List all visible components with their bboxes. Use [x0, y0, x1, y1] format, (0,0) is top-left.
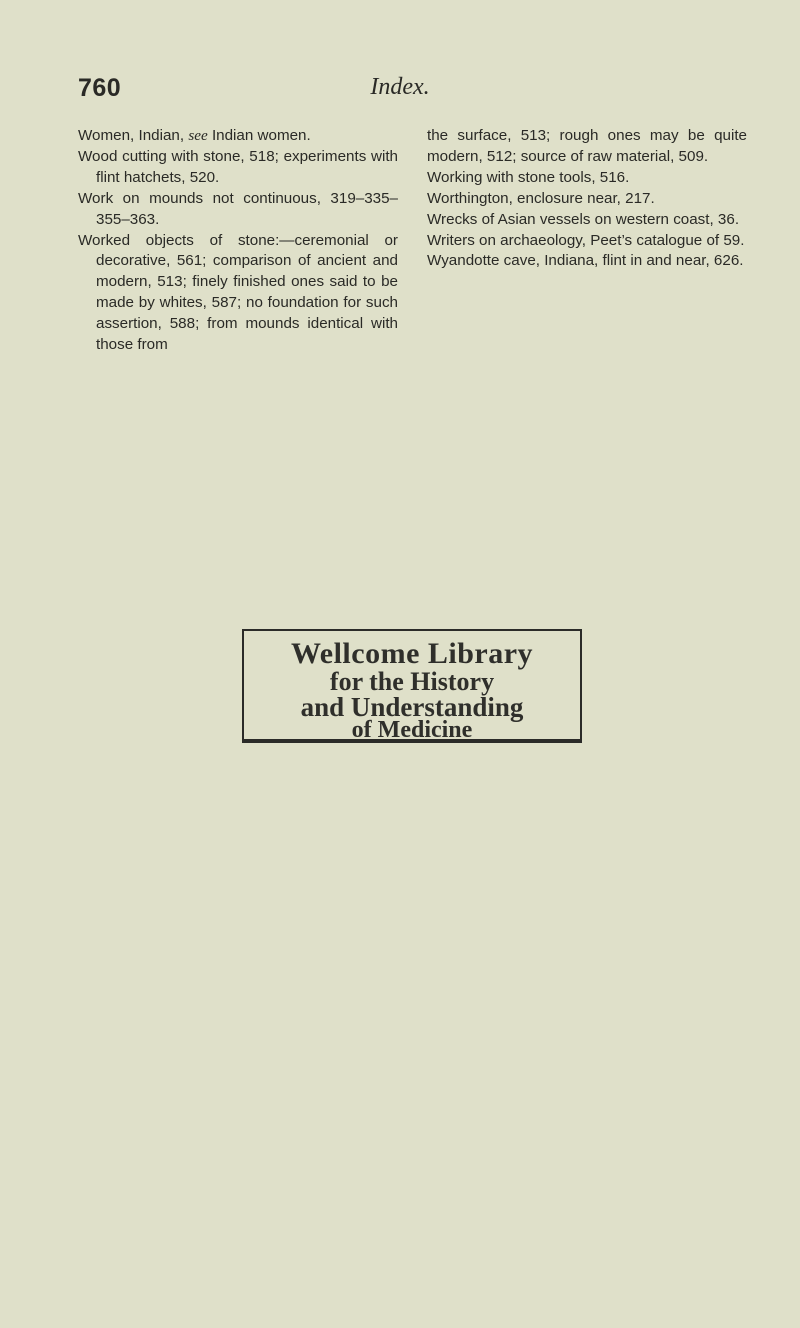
running-head: Index.: [370, 74, 430, 100]
index-entry: Work on mounds not continuous, 319–335–355–363.: [78, 189, 398, 228]
stamp-line: Wellcome Library: [290, 637, 534, 670]
stamp-line: for the History: [329, 667, 495, 696]
index-entry: Wrecks of Asian vessels on western coast, 36.: [427, 210, 740, 228]
index-column-right: [427, 126, 747, 272]
library-stamp: [242, 629, 582, 743]
index-entry: Working with stone tools, 516.: [427, 168, 630, 186]
index-entry: Writers on archaeology, Peet’s catalogue of 59.: [427, 231, 745, 249]
index-entry: Worked objects of stone:—ceremonial or decorative, 561; comparison of ancient and modern, 513; finely finished ones said to be made by whites, 587; no foundation for such assertion, 588; from mounds identical with those from: [78, 231, 398, 354]
index-entry-continuation: the surface, 513; rough ones may be quite modern, 512; source of raw material, 509.: [427, 127, 747, 165]
index-entry: Worthington, enclosure near, 217.: [427, 189, 655, 207]
index-entry: Women, Indian, see Indian women.: [78, 127, 311, 144]
see-reference: see: [188, 127, 208, 144]
stamp-line: of Medicine: [351, 717, 473, 743]
stamp-line: and Understanding: [300, 692, 524, 722]
index-entry: Wood cutting with stone, 518; experiments with flint hatchets, 520.: [78, 147, 398, 186]
index-column-left: [78, 126, 398, 356]
page-number: 760: [78, 74, 122, 102]
index-entry: Wyandotte cave, Indiana, flint in and near, 626.: [427, 252, 744, 270]
